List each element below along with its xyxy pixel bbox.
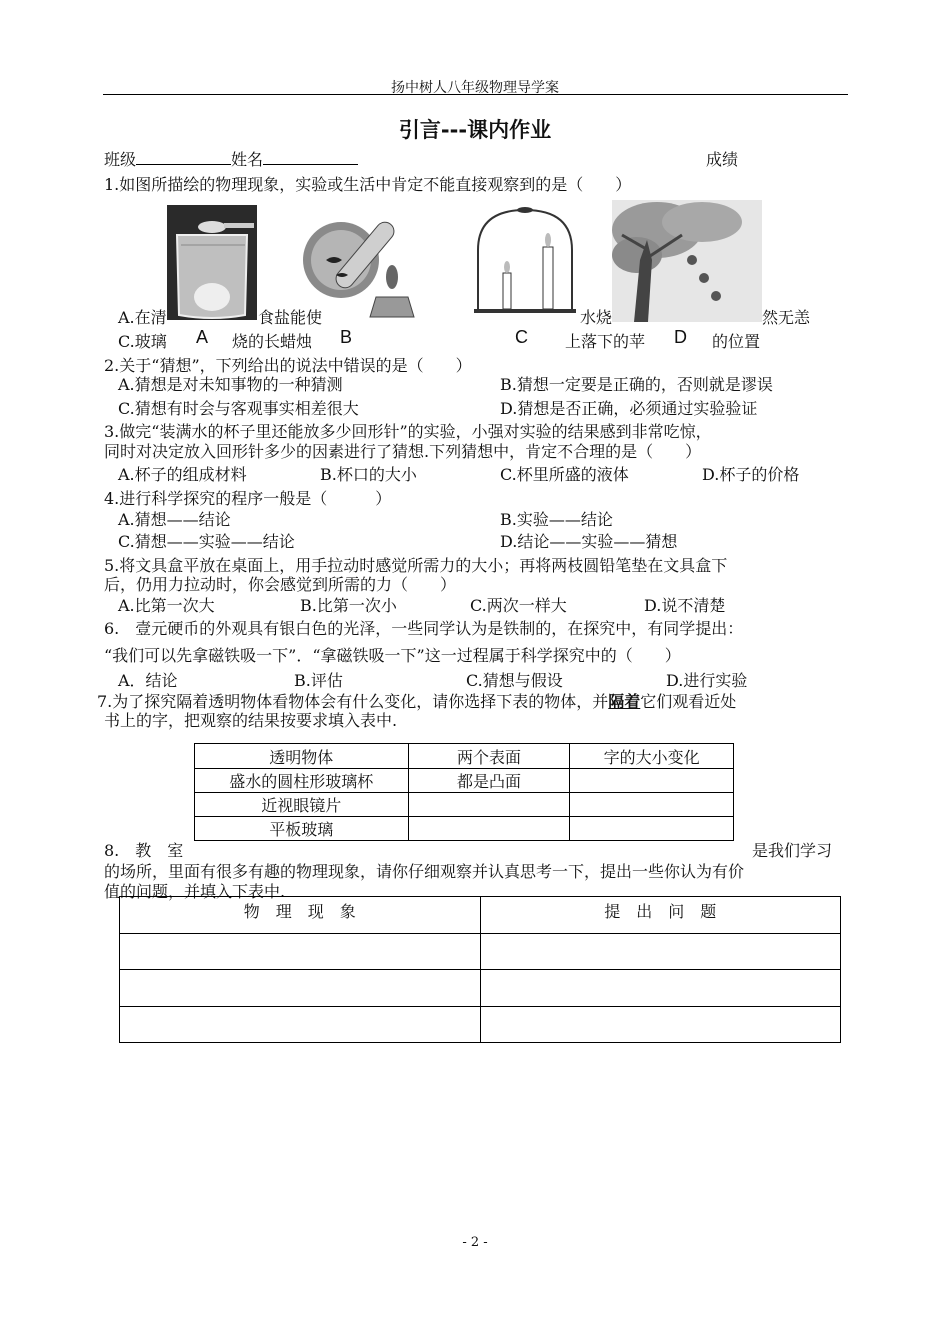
q8-cell-question[interactable] xyxy=(480,1007,841,1043)
q7-line1-emphasis: 隔着 xyxy=(608,692,641,711)
q8-cell-phenomenon[interactable] xyxy=(120,970,481,1007)
q7-cell-surfaces[interactable] xyxy=(408,793,570,817)
q7-header-size-change: 字的大小变化 xyxy=(570,744,734,769)
q2-option-b: B.猜想一定要是正确的，否则就是谬误 xyxy=(500,375,773,394)
page-number: - 2 - xyxy=(462,1235,488,1250)
q3-option-d: D.杯子的价格 xyxy=(702,465,800,484)
figure-c-candles-in-bell-jar xyxy=(470,205,580,320)
q6-line1: 6. 壹元硬币的外观具有银白色的光泽，一些同学认为是铁制的，在探究中，有同学提出： xyxy=(104,619,744,638)
q1-option-a: A.在清 xyxy=(118,308,167,327)
q4-option-b: B.实验——结论 xyxy=(500,510,613,529)
class-label: 班级 xyxy=(104,150,137,169)
name-label: 姓名 xyxy=(231,150,264,169)
table-row xyxy=(195,793,734,817)
q4-stem: 4.进行科学探究的程序一般是（ ） xyxy=(104,489,392,508)
page-title: 引言---课内作业 xyxy=(398,118,552,142)
q5-line1: 5.将文具盒平放在桌面上，用手拉动时感觉所需力的大小；再将两枝圆铅笔垫在文具盒下 xyxy=(104,556,728,575)
q6-line2: “我们可以先拿磁铁吸一下”．“拿磁铁吸一下”这一过程属于科学探究中的（ ） xyxy=(104,646,681,665)
q7-line1-pre: 7.为了探究隔着透明物体看物体会有什么变化，请你选择下表的物体，并 xyxy=(97,692,609,711)
score-label: 成绩 xyxy=(706,150,739,169)
fig-label-c: C xyxy=(515,327,528,347)
q6-option-c: C.猜想与假设 xyxy=(466,671,563,690)
q1-tail-right: 然无恙 xyxy=(762,308,811,327)
q7-cell-object: 平板玻璃 xyxy=(195,817,409,841)
q4-option-a: A.猜想——结论 xyxy=(118,510,231,529)
q3-line1: 3.做完“装满水的杯子里还能放多少回形针”的实验，小强对实验的结果感到非常吃惊， xyxy=(104,422,712,441)
q7-header-object: 透明物体 xyxy=(195,744,409,769)
q7-cell-size-change[interactable] xyxy=(570,793,734,817)
name-blank[interactable] xyxy=(263,164,358,165)
table-row xyxy=(120,970,841,1007)
q1-option-a-tail: 食盐能使 xyxy=(258,308,323,327)
q2-stem: 2.关于“猜想”，下列给出的说法中错误的是（ ） xyxy=(104,356,472,375)
q1-option-d-tail: 的位置 xyxy=(712,332,761,351)
q7-cell-size-change[interactable] xyxy=(570,769,734,793)
q5-option-a: A.比第一次大 xyxy=(118,596,215,615)
q7-line1-post: 它们观看近处 xyxy=(640,692,737,711)
q2-option-d: D.猜想是否正确，必须通过实验验证 xyxy=(500,399,758,418)
q5-option-c: C.两次一样大 xyxy=(470,596,567,615)
q8-line3: 值的问题，并填入下表中. xyxy=(104,882,286,901)
q8-header-phenomenon: 物 理 现 象 xyxy=(120,897,481,934)
figure-a-egg-in-salt-water xyxy=(167,205,257,320)
q7-cell-size-change[interactable] xyxy=(570,817,734,841)
table-row xyxy=(120,934,841,970)
q8-table xyxy=(119,896,841,1043)
q7-line2: 书上的字，把观察的结果按要求填入表中. xyxy=(104,711,398,730)
q2-option-c: C.猜想有时会与客观事实相差很大 xyxy=(118,399,359,418)
q6-option-a: A．结论 xyxy=(118,671,178,690)
q8-cell-question[interactable] xyxy=(480,934,841,970)
q8-line1-right: 是我们学习 xyxy=(752,841,833,860)
q5-option-b: B.比第一次小 xyxy=(300,596,397,615)
q3-line2: 同时对决定放入回形针多少的因素进行了猜想.下列猜想中，肯定不合理的是（ ） xyxy=(104,442,702,461)
q7-cell-surfaces[interactable] xyxy=(408,817,570,841)
figure-b-fish-in-heated-tube xyxy=(296,205,421,320)
q3-option-b: B.杯口的大小 xyxy=(320,465,417,484)
q7-cell-surfaces[interactable]: 都是凸面 xyxy=(408,769,570,793)
q1-option-c-mid: 烧的长蜡烛 xyxy=(232,332,313,351)
q8-line2: 的场所，里面有很多有趣的物理现象，请你仔细观察并认真思考一下，提出一些你认为有价 xyxy=(104,862,745,881)
fig-label-b: B xyxy=(340,327,353,347)
q4-option-d: D.结论——实验——猜想 xyxy=(500,532,678,551)
q6-option-b: B.评估 xyxy=(294,671,343,690)
header-rule xyxy=(103,94,848,95)
q7-cell-object: 近视眼镜片 xyxy=(195,793,409,817)
q8-header-question: 提 出 问 题 xyxy=(480,897,841,934)
page-header: 扬中树人八年级物理导学案 xyxy=(391,80,559,96)
q1-stem: 1.如图所描绘的物理现象，实验或生活中肯定不能直接观察到的是（ ） xyxy=(104,175,632,194)
class-blank[interactable] xyxy=(136,164,231,165)
q8-cell-question[interactable] xyxy=(480,970,841,1007)
q6-option-d: D.进行实验 xyxy=(666,671,748,690)
q5-line2: 后，仍用力拉动时，你会感觉到所需的力（ ） xyxy=(104,575,457,594)
table-row xyxy=(195,769,734,793)
q1-option-b-tail: 水烧 xyxy=(580,308,613,327)
q1-option-c-tail: 上落下的苹 xyxy=(565,332,646,351)
q5-option-d: D.说不清楚 xyxy=(644,596,726,615)
figure-d-apple-tree xyxy=(612,200,762,322)
q7-table xyxy=(194,743,734,841)
q8-line1-left: 8. 教 室 xyxy=(104,841,184,860)
table-row xyxy=(195,817,734,841)
q1-option-c: C.玻璃 xyxy=(118,332,167,351)
q7-header-surfaces: 两个表面 xyxy=(408,744,570,769)
form-line xyxy=(104,147,358,170)
table-row xyxy=(120,1007,841,1043)
q8-cell-phenomenon[interactable] xyxy=(120,1007,481,1043)
fig-label-d: D xyxy=(674,327,687,347)
q2-option-a: A.猜想是对未知事物的一种猜测 xyxy=(118,375,343,394)
fig-label-a: A xyxy=(196,327,209,347)
q3-option-a: A.杯子的组成材料 xyxy=(118,465,247,484)
q4-option-c: C.猜想——实验——结论 xyxy=(118,532,295,551)
q8-cell-phenomenon[interactable] xyxy=(120,934,481,970)
q3-option-c: C.杯里所盛的液体 xyxy=(500,465,629,484)
q7-cell-object: 盛水的圆柱形玻璃杯 xyxy=(195,769,409,793)
